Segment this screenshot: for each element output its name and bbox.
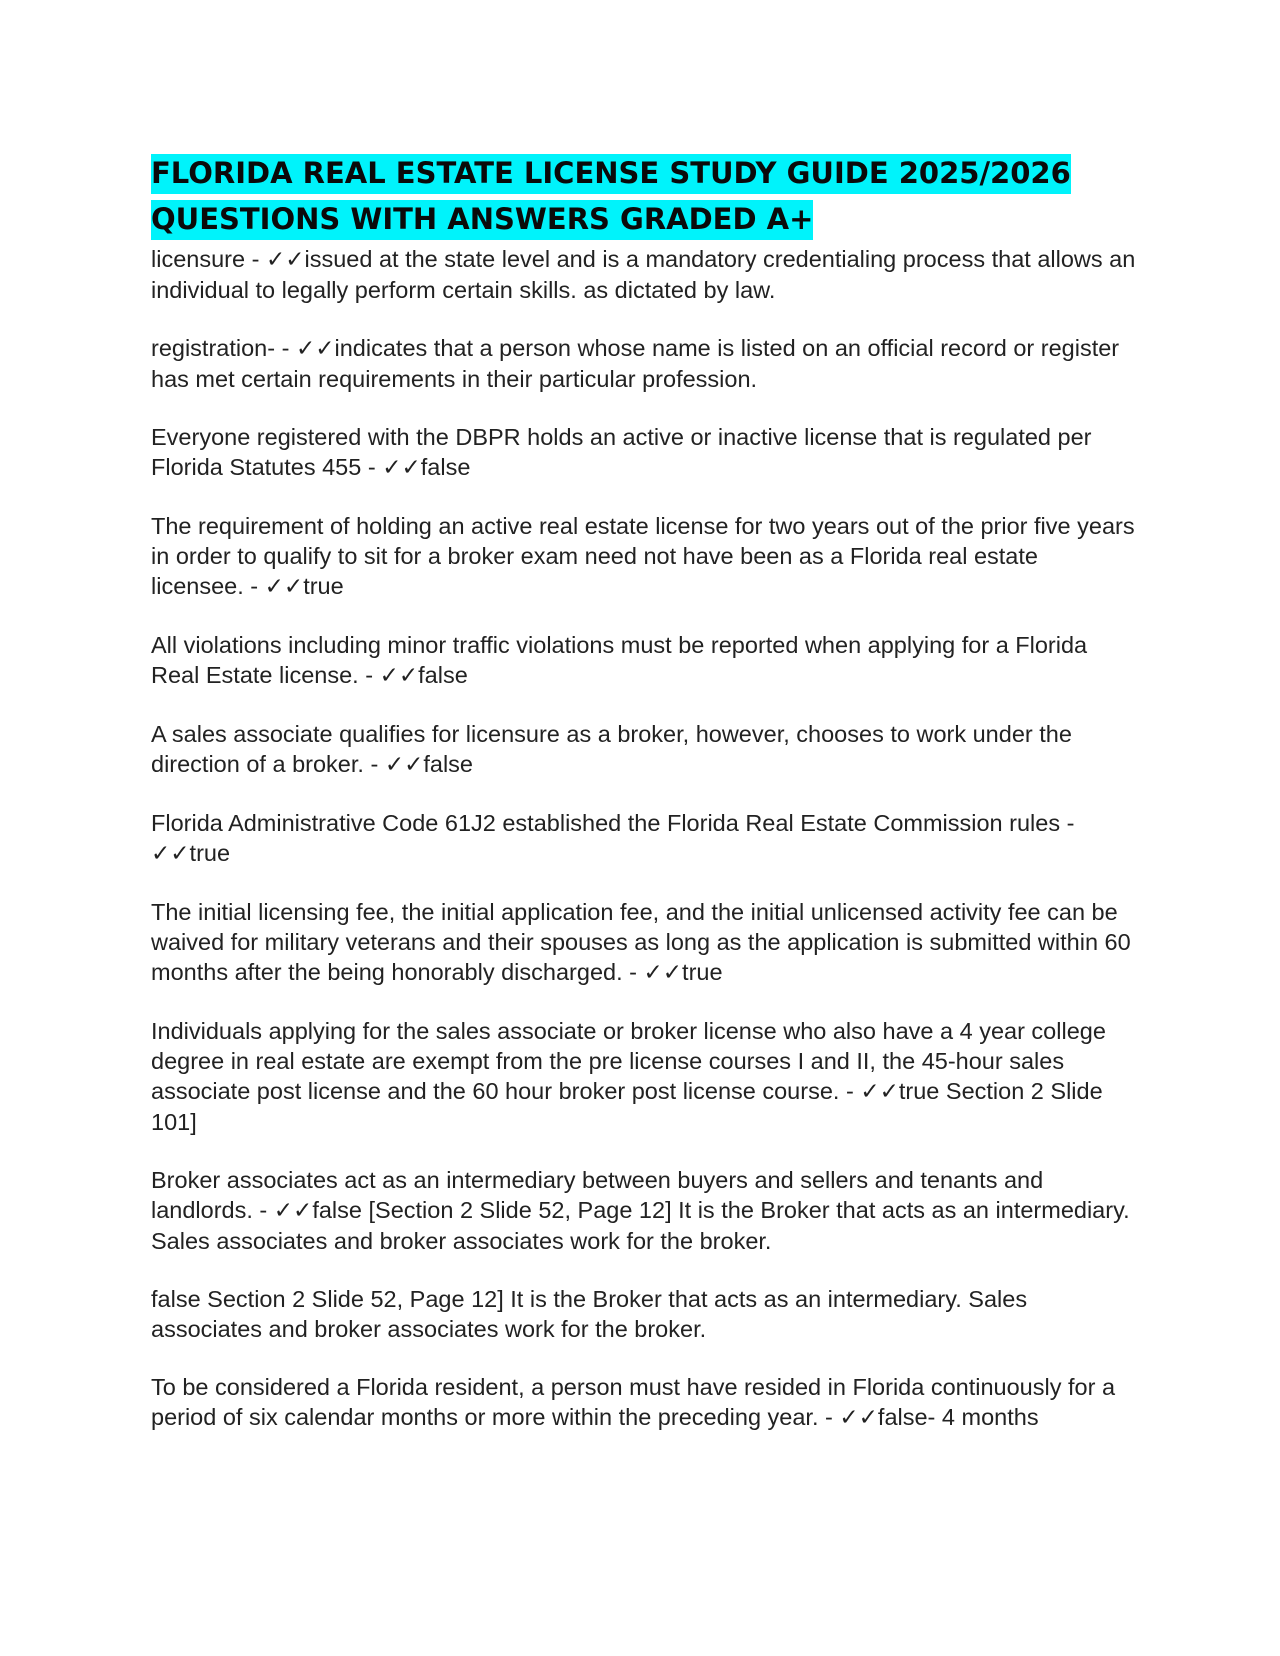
answer-text: true: [189, 840, 231, 866]
qa-item: [151, 1284, 1136, 1344]
double-check-icon: ✓✓: [382, 455, 421, 481]
qa-item: [151, 719, 1136, 780]
qa-item: [151, 630, 1136, 691]
answer-text: false- 4 months: [877, 1404, 1039, 1430]
document-title: [151, 150, 1136, 242]
question-text: All violations including minor traffic violations must be reported when applying for a Florida Real Estate license. -: [151, 632, 1088, 688]
question-text: To be considered a Florida resident, a person must have resided in Florida continuously for a period of six calendar months or more within the preceding year. -: [151, 1374, 1116, 1430]
double-check-icon: ✓✓: [295, 336, 335, 362]
double-check-icon: ✓✓: [384, 752, 424, 778]
double-check-icon: ✓✓: [273, 1198, 313, 1224]
title-line-2: QUESTIONS WITH ANSWERS GRADED A+: [151, 200, 813, 240]
double-check-icon: ✓✓: [643, 960, 683, 986]
answer-text: false [Section 2 Slide 52, Page 12] It is the Broker that acts as an intermediary. Sales associates and broker associates work for the broker.: [151, 1197, 1130, 1254]
qa-item: [151, 511, 1136, 602]
answer-text: true: [682, 959, 723, 985]
question-text: licensure -: [151, 246, 266, 272]
answer-text: true Section 2 Slide 101]: [151, 1078, 1103, 1135]
answer-text: false: [420, 454, 471, 480]
answer-text: true: [303, 573, 344, 599]
qa-item: [151, 897, 1136, 988]
qa-item: [151, 333, 1136, 394]
qa-item: [151, 244, 1136, 305]
double-check-icon: ✓✓: [151, 841, 190, 867]
qa-item: [151, 1372, 1136, 1433]
title-line-1: FLORIDA REAL ESTATE LICENSE STUDY GUIDE 2025/2026: [151, 154, 1071, 194]
answer-text: indicates that a person whose name is listed on an official record or register has met certain requirements in their particular profession.: [151, 335, 1120, 392]
answer-text: false Section 2 Slide 52, Page 12] It is the Broker that acts as an intermediary. Sales associates and broker associates work for the broker.: [151, 1286, 1028, 1342]
question-text: The requirement of holding an active real estate license for two years out of the prior five years in order to qualify to sit for a broker exam need not have been as a Florida real estate licensee. -: [151, 513, 1135, 599]
double-check-icon: ✓✓: [860, 1079, 899, 1105]
double-check-icon: ✓✓: [264, 574, 304, 600]
qa-item: [151, 1016, 1136, 1137]
question-text: Florida Administrative Code 61J2 established the Florida Real Estate Commission rules -: [151, 810, 1075, 836]
double-check-icon: ✓✓: [265, 247, 305, 273]
double-check-icon: ✓✓: [379, 663, 419, 689]
question-text: Broker associates act as an intermediary between buyers and sellers and tenants and landlords. -: [151, 1167, 1044, 1223]
question-text: The initial licensing fee, the initial application fee, and the initial unlicensed activity fee can be waived for military veterans and their spouses as long as the application is submitted within 60 months after the being honorably discharged. -: [151, 899, 1131, 985]
question-text: Individuals applying for the sales associate or broker license who also have a 4 year college degree in real estate are exempt from the pre license courses I and II, the 45-hour sales associate post license and the 60 hour broker post license course. -: [151, 1018, 1106, 1104]
answer-text: issued at the state level and is a mandatory credentialing process that allows an individual to legally perform certain skills. as dictated by law.: [151, 246, 1136, 303]
question-text: Everyone registered with the DBPR holds an active or inactive license that is regulated per Florida Statutes 455 -: [151, 424, 1092, 480]
document-content: [151, 150, 1136, 1461]
double-check-icon: ✓✓: [839, 1405, 878, 1431]
answer-text: false: [423, 751, 473, 777]
qa-item: [151, 1165, 1136, 1256]
qa-item: [151, 808, 1136, 869]
qa-list: [151, 244, 1136, 1433]
answer-text: false: [418, 662, 468, 688]
question-text: registration- -: [151, 335, 296, 361]
question-text: A sales associate qualifies for licensure as a broker, however, chooses to work under the direction of a broker. -: [151, 721, 1072, 777]
qa-item: [151, 422, 1136, 483]
